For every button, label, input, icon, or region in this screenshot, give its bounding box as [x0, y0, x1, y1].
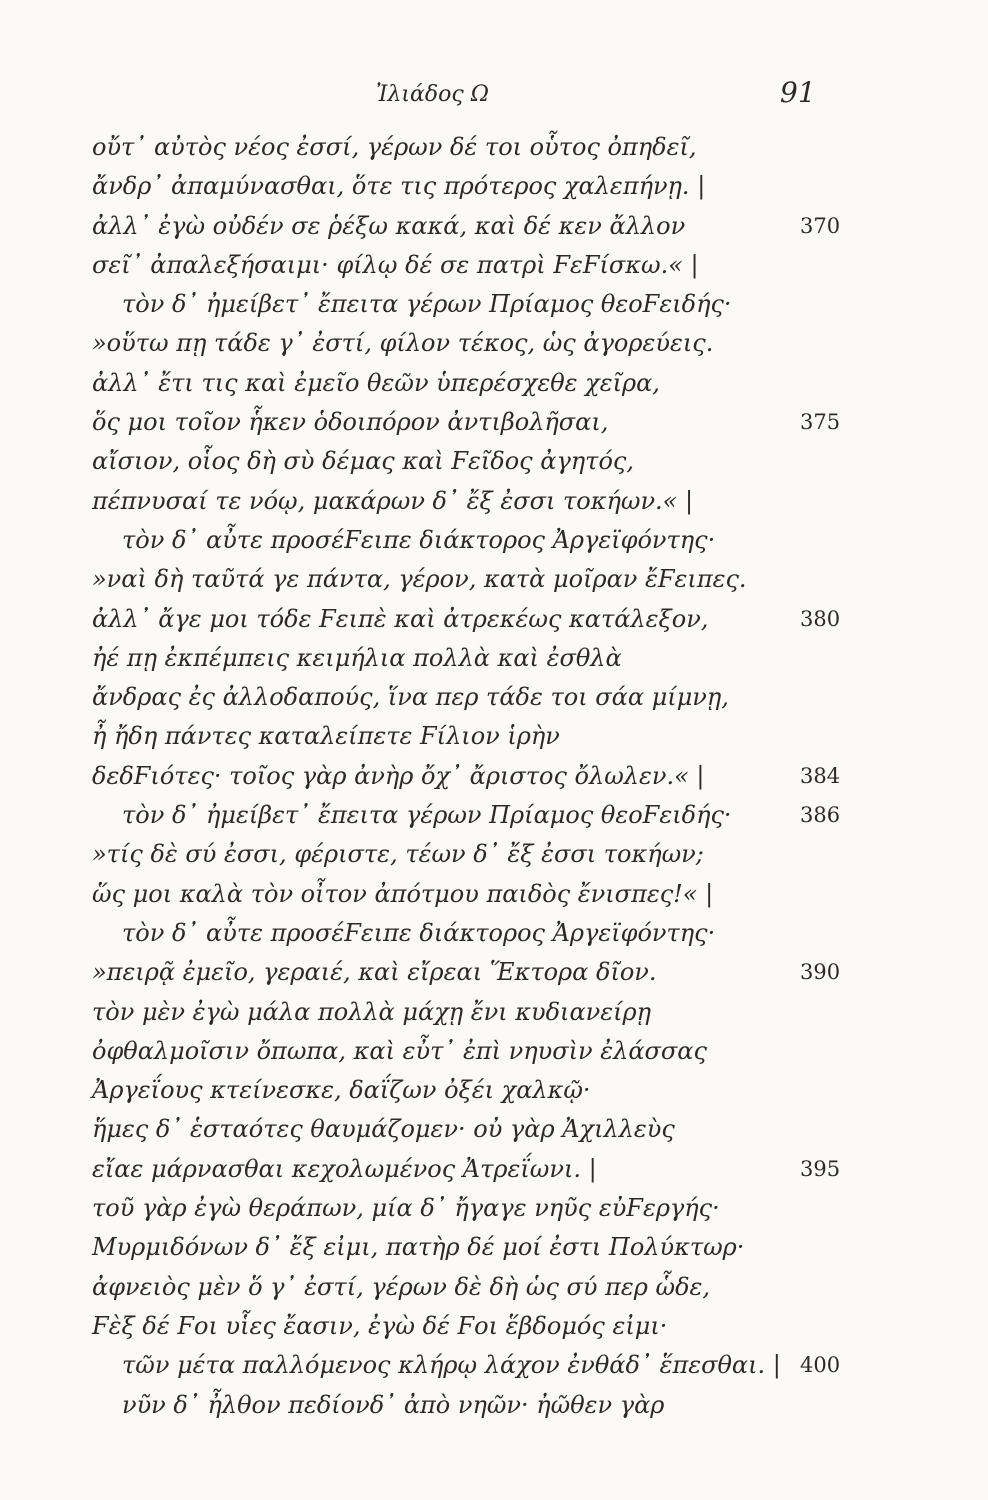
verse-text: τοῦ γὰρ ἐγὼ θεράπων, μία δ᾽ ἤγαγε νηῦς εὐϜεργής·: [92, 1194, 720, 1223]
verse-line: [0, 521, 988, 560]
verse-text: ἀλλ᾽ ἔτι τις καὶ ἐμεῖο θεῶν ὑπερέσχεθε χεῖρα,: [92, 368, 660, 397]
verse-line: [0, 207, 988, 246]
verse-line: [0, 600, 988, 639]
verse-line: [0, 1346, 988, 1385]
verse-line: [0, 953, 988, 992]
verse-line: [0, 1150, 988, 1189]
verse-line: [0, 442, 988, 481]
verse-text: »οὕτω πῃ τάδε γ᾽ ἐστί, φίλον τέκος, ὡς ἀγορεύεις.: [92, 329, 714, 358]
verse-text: ὥς μοι καλὰ τὸν οἶτον ἀπότμου παιδὸς ἔνισπες!« |: [92, 879, 714, 908]
line-number: 390: [800, 960, 841, 985]
verse-text: ἄνδρας ἐς ἀλλοδαπούς, ἵνα περ τάδε τοι σάα μίμνῃ,: [92, 683, 729, 712]
verse-text: τῶν μέτα παλλόμενος κλήρῳ λάχον ἐνθάδ᾽ ἕπεσθαι. |: [122, 1351, 781, 1380]
verse-line: [0, 246, 988, 285]
verse-line: [0, 560, 988, 599]
verse-text: ἄνδρ᾽ ἀπαμύνασθαι, ὅτε τις πρότερος χαλεπήνῃ. |: [92, 172, 706, 201]
verse-text: ἀλλ᾽ ἐγὼ οὐδέν σε ῥέξω κακά, καὶ δέ κεν ἄλλον: [92, 211, 686, 240]
verse-block: [0, 128, 988, 1425]
line-number: 400: [800, 1353, 841, 1378]
verse-line: [0, 914, 988, 953]
verse-text: »τίς δὲ σύ ἐσσι, φέριστε, τέων δ᾽ ἔξ ἐσσι τοκήων;: [92, 840, 704, 869]
verse-text: ἀλλ᾽ ἄγε μοι τόδε Ϝειπὲ καὶ ἀτρεκέως κατάλεξον,: [92, 604, 709, 633]
page-number: 91: [780, 76, 816, 109]
line-number: 386: [800, 803, 841, 828]
verse-text: »πειρᾷ ἐμεῖο, γεραιέ, καὶ εἴρεαι Ἕκτορα δῖον.: [92, 958, 657, 987]
verse-line: [0, 1386, 988, 1425]
verse-line: [0, 678, 988, 717]
verse-line: [0, 717, 988, 756]
verse-text: πέπνυσαί τε νόῳ, μακάρων δ᾽ ἔξ ἐσσι τοκήων.« |: [92, 486, 694, 515]
verse-text: εἴαε μάρνασθαι κεχολωμένος Ἀτρεΐωνι. |: [92, 1154, 597, 1183]
running-head-title: Ἰλιάδος Ω: [376, 82, 489, 107]
line-number: 375: [800, 410, 841, 435]
verse-text: αἴσιον, οἷος δὴ σὺ δέμας καὶ Ϝεῖδος ἀγητός,: [92, 447, 634, 476]
line-number: 380: [800, 606, 841, 631]
verse-text: Μυρμιδόνων δ᾽ ἔξ εἰμι, πατὴρ δέ μοί ἐστι Πολύκτωρ·: [92, 1233, 745, 1262]
line-number: 395: [800, 1156, 841, 1181]
line-number: 370: [800, 213, 841, 238]
verse-line: [0, 993, 988, 1032]
verse-line: [0, 1189, 988, 1228]
verse-text: ὅς μοι τοῖον ἧκεν ὁδοιπόρον ἀντιβολῆσαι,: [92, 408, 609, 437]
verse-text: Ἀργεΐους κτείνεσκε, δαΐζων ὀξέι χαλκῷ·: [92, 1076, 591, 1105]
verse-line: [0, 128, 988, 167]
verse-text: τὸν δ᾽ ἠμείβετ᾽ ἔπειτα γέρων Πρίαμος θεοϜειδής·: [122, 801, 732, 830]
verse-line: [0, 1032, 988, 1071]
verse-text: ὀφθαλμοῖσιν ὄπωπα, καὶ εὖτ᾽ ἐπὶ νηυσὶν ἐλάσσας: [92, 1036, 707, 1065]
verse-line: [0, 364, 988, 403]
verse-line: [0, 167, 988, 206]
verse-line: [0, 482, 988, 521]
verse-line: [0, 875, 988, 914]
verse-line: [0, 757, 988, 796]
verse-text: νῦν δ᾽ ἦλθον πεδίονδ᾽ ἀπὸ νηῶν· ἠῶθεν γὰρ: [122, 1390, 665, 1419]
verse-line: [0, 285, 988, 324]
verse-text: ἀφνειὸς μὲν ὅ γ᾽ ἐστί, γέρων δὲ δὴ ὡς σύ περ ὧδε,: [92, 1272, 711, 1301]
verse-line: [0, 1228, 988, 1267]
verse-text: τὸν δ᾽ αὖτε προσέϜειπε διάκτορος Ἀργεϊφόντης·: [122, 918, 716, 947]
verse-text: σεῖ᾽ ἀπαλεξήσαιμι· φίλῳ δέ σε πατρὶ ϜεϜίσκω.« |: [92, 250, 699, 279]
verse-line: [0, 1110, 988, 1149]
verse-line: [0, 835, 988, 874]
verse-line: [0, 796, 988, 835]
verse-line: [0, 324, 988, 363]
verse-text: τὸν μὲν ἐγὼ μάλα πολλὰ μάχῃ ἔνι κυδιανείρῃ: [92, 997, 652, 1026]
verse-text: δεδϜιότες· τοῖος γὰρ ἀνὴρ ὄχ᾽ ἄριστος ὄλωλεν.« |: [92, 761, 705, 790]
verse-text: τὸν δ᾽ αὖτε προσέϜειπε διάκτορος Ἀργεϊφόντης·: [122, 525, 716, 554]
line-number: 384: [800, 763, 841, 788]
verse-text: Ϝὲξ δέ Ϝοι υἷες ἔασιν, ἐγὼ δέ Ϝοι ἕβδομός εἰμι·: [92, 1311, 668, 1340]
verse-text: ἠέ πῃ ἐκπέμπεις κειμήλια πολλὰ καὶ ἐσθλὰ: [92, 643, 622, 672]
verse-text: τὸν δ᾽ ἠμείβετ᾽ ἔπειτα γέρων Πρίαμος θεοϜειδής·: [122, 290, 732, 319]
verse-line: [0, 639, 988, 678]
verse-text: οὔτ᾽ αὐτὸς νέος ἐσσί, γέρων δέ τοι οὗτος ὀπηδεῖ,: [92, 133, 697, 161]
verse-text: ἥμες δ᾽ ἑσταότες θαυμάζομεν· οὐ γὰρ Ἀχιλλεὺς: [92, 1115, 675, 1144]
verse-text: »ναὶ δὴ ταῦτά γε πάντα, γέρον, κατὰ μοῖραν ἔϜειπες.: [92, 565, 747, 594]
verse-text: ἦ ἤδη πάντες καταλείπετε Ϝίλιον ἱρὴν: [92, 722, 560, 751]
verse-line: [0, 1307, 988, 1346]
verse-line: [0, 1071, 988, 1110]
verse-line: [0, 403, 988, 442]
verse-line: [0, 1268, 988, 1307]
